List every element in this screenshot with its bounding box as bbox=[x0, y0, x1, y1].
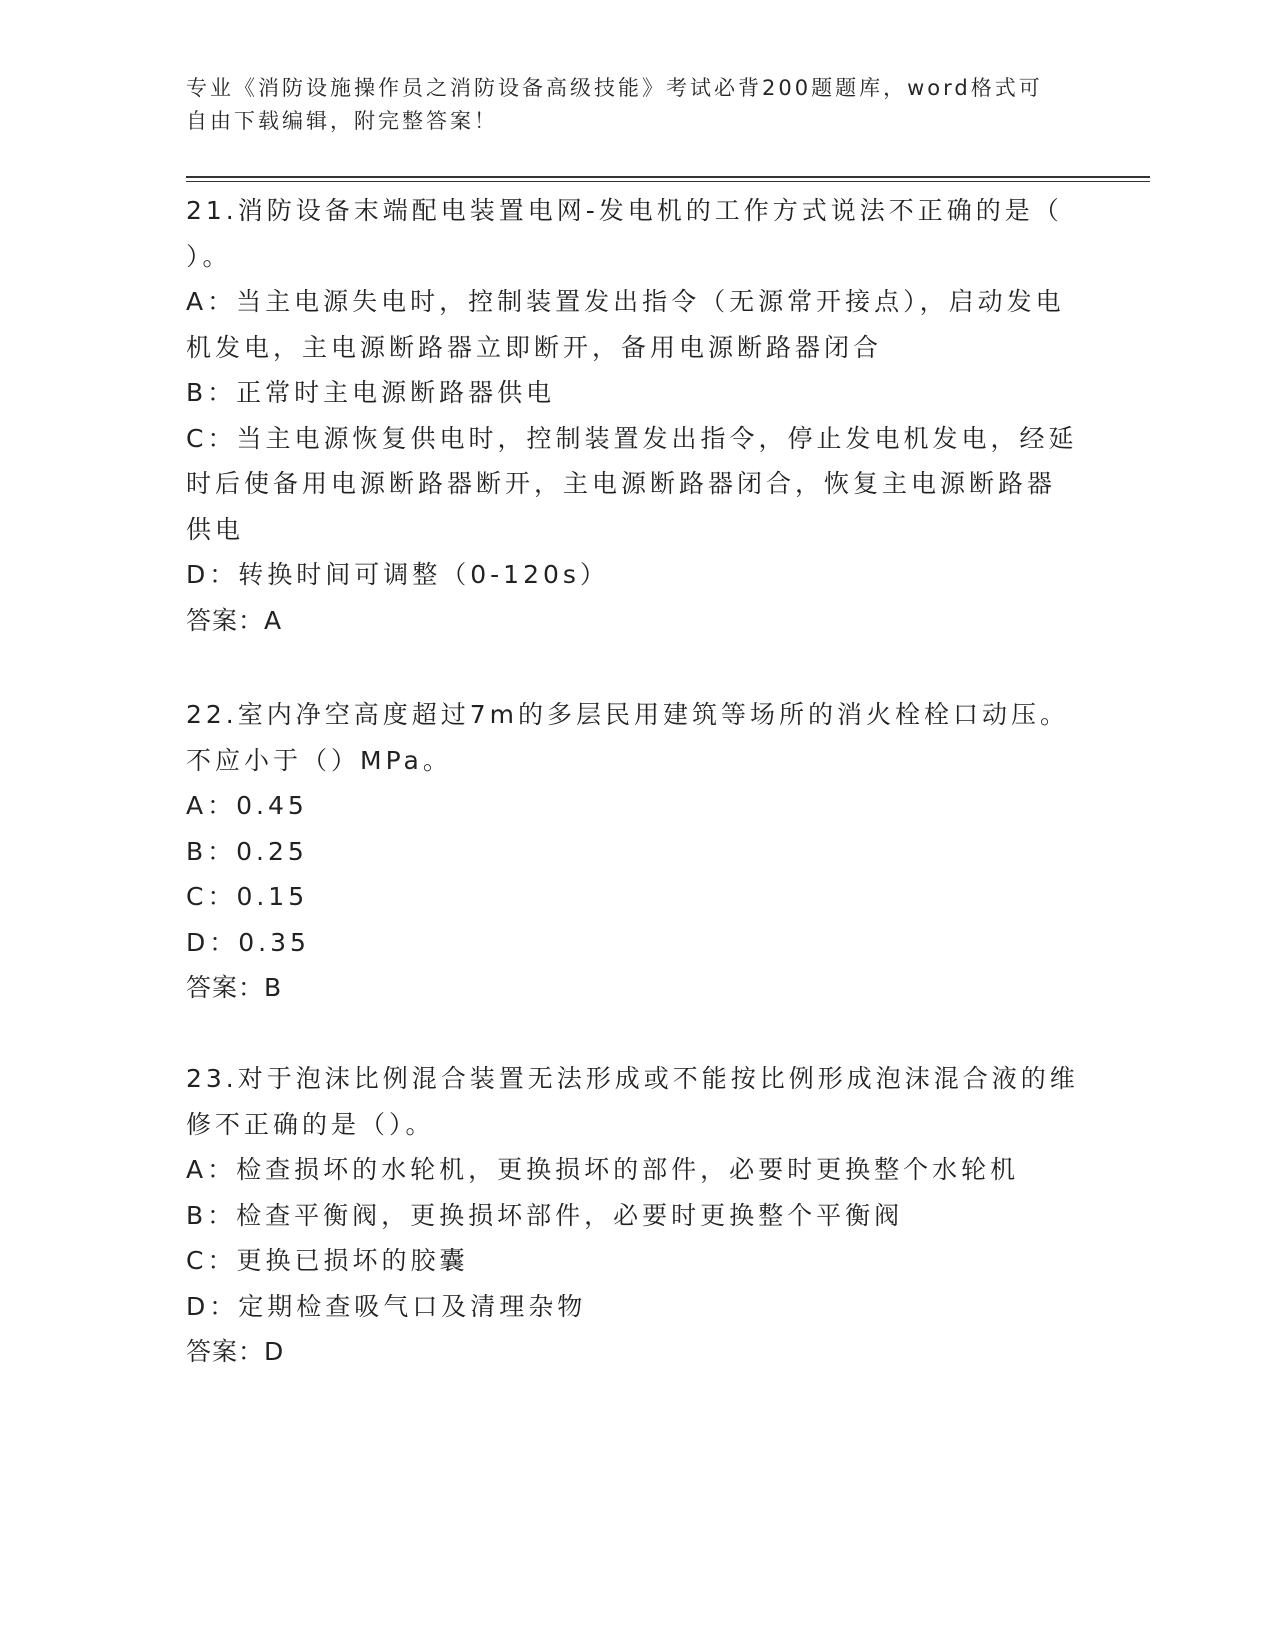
document-header bbox=[186, 72, 1066, 138]
option-c-continued-2: 供电 bbox=[186, 514, 245, 544]
question-stem: 22.室内净空高度超过7m的多层民用建筑等场所的消火栓栓口动压。 bbox=[186, 700, 1070, 729]
answer: 答案：D bbox=[186, 1337, 285, 1366]
header-line-2: 自由下载编辑，附完整答案！ bbox=[186, 109, 498, 133]
header-line-1: 专业《消防设施操作员之消防设备高级技能》考试必背200题题库，word格式可 bbox=[186, 76, 1043, 100]
option-a: A：当主电源失电时，控制装置发出指令（无源常开接点），启动发电 bbox=[186, 287, 1065, 316]
option-c: C：更换已损坏的胶囊 bbox=[186, 1246, 469, 1275]
option-c: C：0.15 bbox=[186, 882, 309, 911]
option-c: C：当主电源恢复供电时，控制装置发出指令，停止发电机发电，经延 bbox=[186, 423, 1078, 453]
option-b: B：检查平衡阀，更换损坏部件，必要时更换整个平衡阀 bbox=[186, 1200, 904, 1230]
question-21 bbox=[186, 188, 1086, 643]
option-d: D：定期检查吸气口及清理杂物 bbox=[186, 1291, 587, 1321]
answer: 答案：A bbox=[186, 605, 283, 635]
option-b: B：正常时主电源断路器供电 bbox=[186, 378, 556, 407]
option-a-continued: 机发电，主电源断路器立即断开，备用电源断路器闭合 bbox=[186, 332, 883, 362]
option-c-continued: 时后使备用电源断路器断开，主电源断路器闭合，恢复主电源断路器 bbox=[186, 469, 1057, 498]
option-d: D：0.35 bbox=[186, 927, 310, 957]
question-stem-continued: ）。 bbox=[186, 241, 232, 271]
answer: 答案：B bbox=[186, 973, 283, 1002]
question-stem: 23.对于泡沫比例混合装置无法形成或不能按比例形成泡沫混合液的维 bbox=[186, 1064, 1079, 1093]
option-a: A：检查损坏的水轮机，更换损坏的部件，必要时更换整个水轮机 bbox=[186, 1155, 1020, 1184]
question-stem: 21.消防设备末端配电装置电网-发电机的工作方式说法不正确的是（ bbox=[186, 196, 1063, 225]
header-divider-thick bbox=[186, 176, 1150, 178]
question-stem-continued: 修不正确的是（）。 bbox=[186, 1109, 435, 1139]
header-divider-thin bbox=[186, 181, 1150, 182]
question-22 bbox=[186, 692, 1086, 1011]
question-23 bbox=[186, 1056, 1086, 1375]
option-a: A：0.45 bbox=[186, 791, 308, 820]
question-stem-continued: 不应小于（）MPa。 bbox=[186, 745, 452, 775]
option-d: D：转换时间可调整（0-120s） bbox=[186, 560, 609, 589]
option-b: B：0.25 bbox=[186, 836, 308, 866]
